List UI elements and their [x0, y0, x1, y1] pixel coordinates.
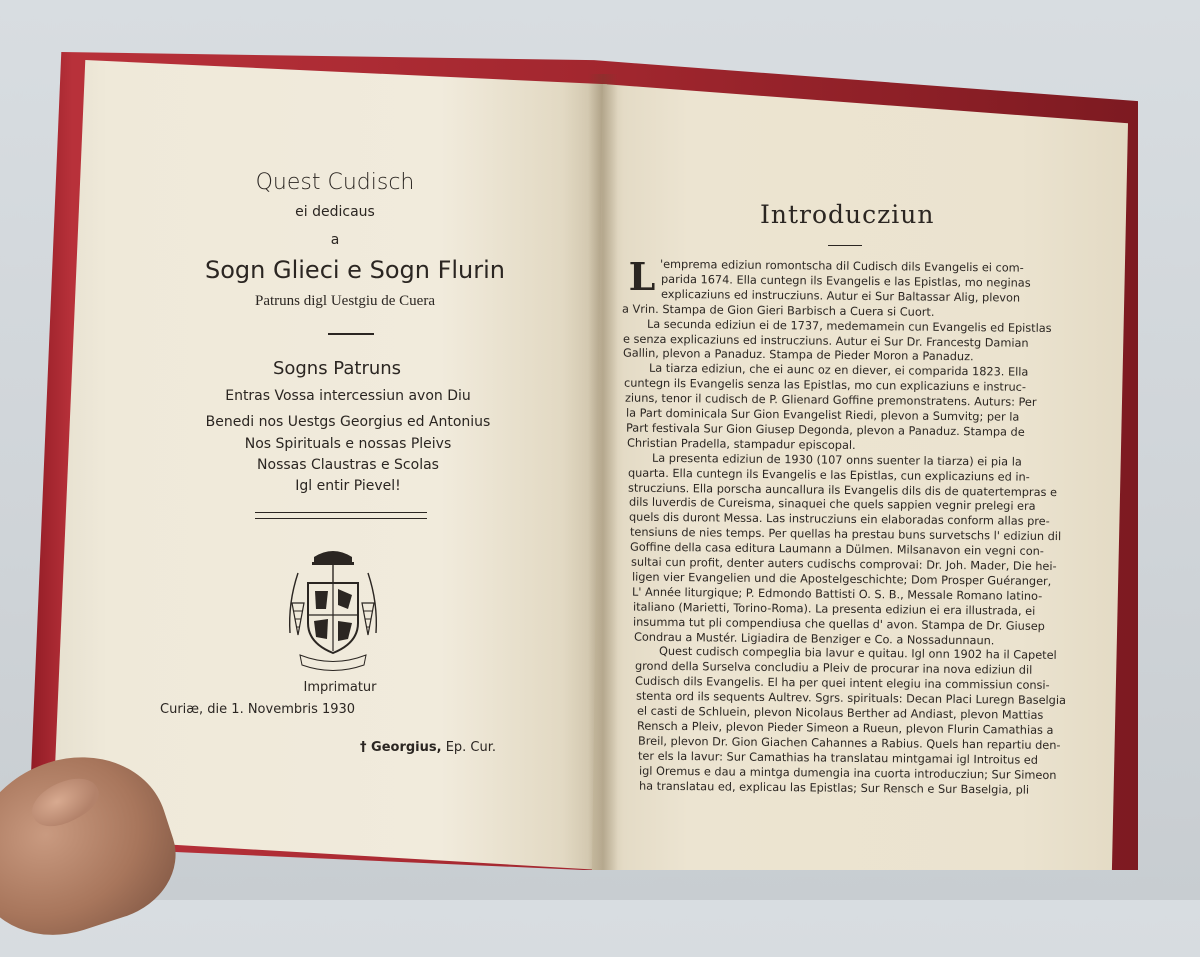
book-gutter [588, 74, 618, 870]
drop-cap: L [628, 254, 656, 299]
body-line: parida 1674. Ella cuntegn ils Evangelis e las Epistlas, mo neginas [660, 272, 1031, 290]
body-line: quarta. Ella cuntegn ils Evangelis e las Epistlas, cun explicaziuns ed in- [627, 466, 1030, 484]
body-line: Condrau a Mustér. Ligiadira de Benziger e Co. a Nossadunnaun. [633, 630, 995, 647]
body-line: a Vrin. Stampa de Gion Gieri Barbisch a Cuera si Cuort. [621, 302, 935, 319]
body-line: insumma tut pli compendiusa che quellas d' avon. Stampa de Dr. Giusep [633, 615, 1046, 633]
body-line: sultai cun profit, denter auters cudischs comprovai: Dr. Joh. Mader, Die hei- [630, 555, 1057, 574]
body-line: Part festivala Sur Gion Giusep Degonda, plevon a Panaduz. Stampa de [625, 421, 1025, 439]
divider [328, 333, 374, 335]
imprimatur-date: Curiæ, die 1. Novembris 1930 [160, 702, 356, 717]
introduction-title: Introducziun [760, 200, 935, 229]
body-line: stenta ord ils sequents Aultrev. Sgrs. spirituals: Decan Placi Luregn Baselgia [635, 689, 1066, 708]
body-line: Cudisch dils Evangelis. El ha per quei intent elegiu ina commissiun consi- [635, 674, 1051, 693]
body-line: el casti de Schluein, plevon Nicolaus Berther ad Andiast, plevon Mattias [636, 704, 1043, 722]
body-line: strucziuns. Ella porscha auncallura ils Evangelis dils dis de quatertempras e [628, 481, 1058, 499]
body-line: La presenta ediziun de 1930 (107 onns suenter la tiarza) ei pia la [652, 451, 1023, 469]
body-line: ha translatau ed, explicau las Epistlas; Sur Rensch e Sur Baselgia, pli [639, 779, 1030, 797]
body-line: Goffine della casa editura Laumann a Dülmen. Milsanavon ein vegni con- [630, 540, 1045, 559]
signature-title: Ep. Cur. [441, 740, 497, 755]
body-line: La secunda ediziun ei de 1737, medemamein cun Evangelis ed Epistlas [647, 317, 1052, 335]
prayer-line: Entras Vossa intercessiun avon Diu [225, 388, 471, 404]
prayer-line: Nos Spirituals e nossas Pleivs [244, 436, 452, 452]
body-line: dils luverdis de Cureisma, sinaquei che quels sappien vegnir prelegi era [628, 495, 1036, 514]
signature-name: † Georgius, [360, 740, 442, 755]
body-line: 'emprema ediziun romontscha dil Cudisch dils Evangelis ei com- [659, 257, 1024, 275]
patrons-line: Patruns digl Uestgiu de Cuera [255, 293, 435, 309]
body-line: ligen vier Evangelien und die Apostelgeschichte; Dom Prosper Guéranger, [631, 570, 1051, 588]
body-line: igl Oremus e dau a mintga dumengia ina cuorta introducziun; Sur Simeon [638, 764, 1057, 782]
imprimatur: Imprimatur [303, 680, 377, 695]
prayer-line: Igl entir Pievel! [295, 478, 401, 494]
body-line: Christian Pradella, stampadur episcopal. [626, 436, 856, 452]
coat-of-arms-icon [278, 543, 388, 683]
body-line: quels dis duront Messa. Las instrucziuns ein elaboradas conform allas pre- [629, 510, 1051, 529]
dedication-subtitle: ei dedicaus [295, 204, 375, 220]
divider [255, 512, 427, 513]
signature [360, 740, 510, 755]
body-line: explicaziuns ed instrucziuns. Autur ei Sur Baltassar Alig, plevon [661, 287, 1021, 305]
prayer-line: Nossas Claustras e Scolas [257, 457, 439, 473]
dedication-connector: a [330, 232, 340, 248]
sogns-patruns-heading: Sogns Patruns [272, 358, 402, 379]
divider [255, 518, 427, 519]
body-line: Breil, plevon Dr. Gion Giachen Cahannes a Rabius. Quels han repartiu den- [637, 734, 1061, 752]
body-line: ziuns, tenor il cudisch de P. Glienard Goffine premonstratens. Auturs: Per [624, 391, 1037, 409]
body-line: La tiarza ediziun, che ei aunc oz en diever, ei comparida 1823. Ella [648, 362, 1029, 379]
body-line: L' Année liturgique; P. Edmondo Battisti O. S. B., Messale Romano latino- [632, 585, 1043, 603]
saints-names: Sogn Glieci e Sogn Flurin [205, 256, 505, 284]
body-line: Quest cudisch compeglia bia lavur e quitau. Igl onn 1902 ha il Capetel [659, 645, 1058, 663]
prayer-line: Benedi nos Uestgs Georgius ed Antonius [205, 414, 491, 430]
body-line: ter els la lavur: Sur Camathias ha translatau mintgamai igl Introitus ed [638, 749, 1039, 767]
body-line: Rensch a Pleiv, plevon Pieder Simeon a Rueun, plevon Flurin Camathias a [636, 719, 1054, 737]
body-line: Gallin, plevon a Panaduz. Stampa de Pieder Moron a Panaduz. [623, 346, 975, 364]
body-line: e senza explicaziuns ed instrucziuns. Autur ei Sur Dr. Francestg Damian [622, 332, 1029, 350]
divider [828, 245, 862, 246]
dedication-title: Quest Cudisch [255, 170, 415, 195]
body-line: grond della Surselva concludiu a Pleiv de procurar ina nova ediziun dil [634, 659, 1033, 678]
body-line: la Part dominicala Sur Gion Evangelist Riedi, plevon a Sumvitg; per la [625, 406, 1019, 424]
body-line: cuntegn ils Evangelis senza las Epistlas, mo cun explicaziuns e instruc- [624, 376, 1027, 394]
body-line: italiano (Marietti, Torino-Roma). La presenta ediziun ei era illustrada, ei [632, 600, 1035, 618]
body-line: tensiuns de nies temps. Per quellas ha prestau buns survetschs l' ediziun dil [629, 525, 1062, 544]
